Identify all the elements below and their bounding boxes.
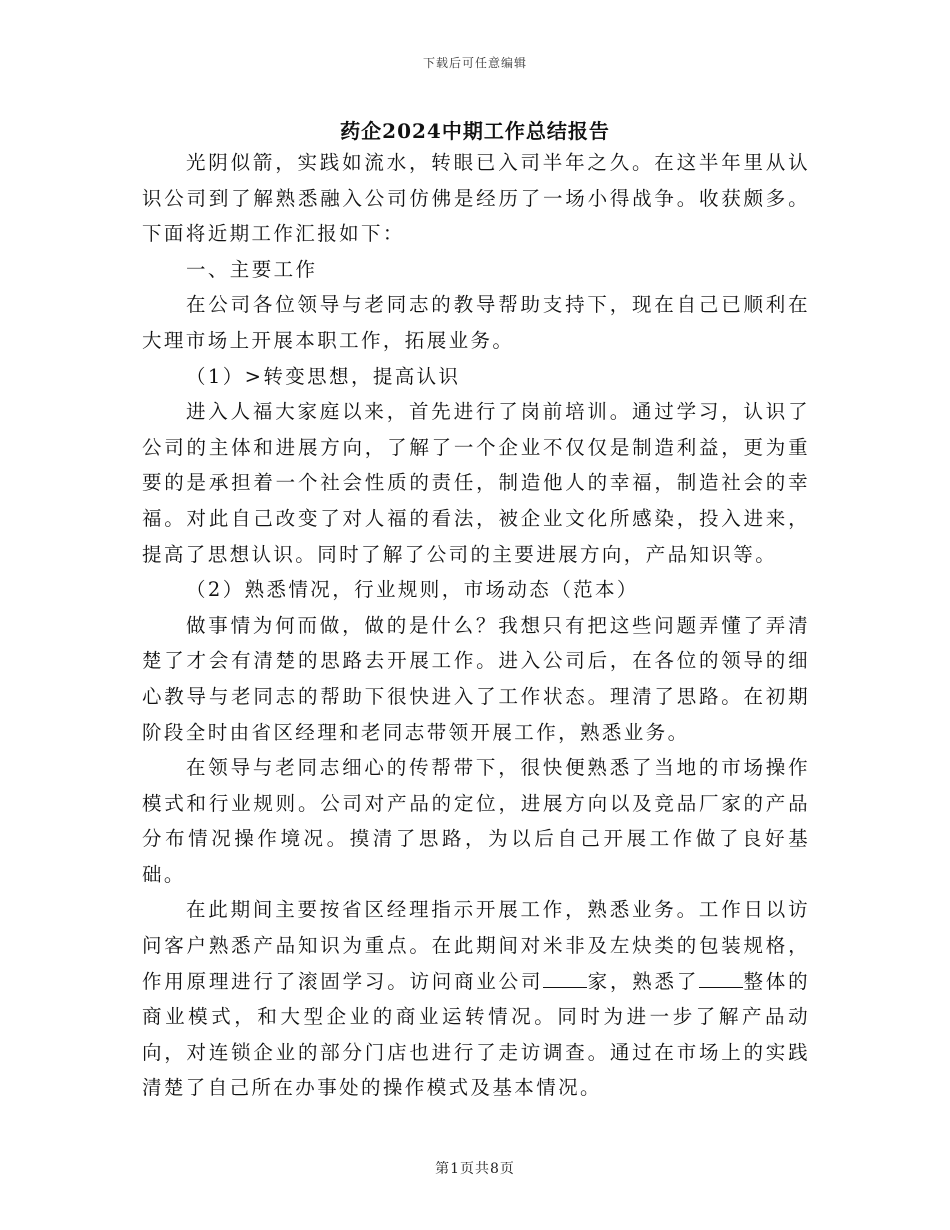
section-heading-main-work: 一、主要工作 [186,257,318,281]
header-note: 下载后可任意编辑 [422,56,527,70]
paragraph-training: 进入人福大家庭以来，首先进行了岗前培训。通过学习，认识了公司的主体和进展方向，了解了一个企业不仅仅是制造利益，更为重要的是承担着一个社会性质的责任，制造他人的幸福，制造社会的幸福。对此自己改变了对人福的看法，被企业文化所感染，投入进来，提高了思想认识。同时了解了公司的主要进展方向，产品知识等。 [142,400,810,566]
paragraph-mentoring: 在领导与老同志细心的传帮带下，很快便熟悉了当地的市场操作模式和行业规则。公司对产品的定位，进展方向以及竞品厂家的产品分布情况操作境况。摸清了思路，为以后自己开展工作做了良好基础。 [142,756,810,886]
paragraph-during-period-part1: 在此期间主要按省区经理指示开展工作，熟悉业务。工作日以访问客户熟悉产品知识为重点。在此期间对米非及左炔类的包装规格，作用原理进行了滚固学习。访问商业公司 [142,898,810,993]
document-title: 药企2024中期工作总结报告 [340,119,610,143]
paragraph-during-period [142,892,810,1106]
paragraph-during-period-part3: 整体的商业模式，和大型企业的商业运转情况。同时为进一步了解产品动向，对连锁企业的部分门店也进行了走访调查。通过在市场上的实践清楚了自己所在办事处的操作模式及基本情况。 [142,969,811,1100]
page-number-footer: 第1页共8页 [435,1161,515,1177]
blank-line [543,969,587,988]
blank-line [699,969,743,988]
subheading-change-thinking: （1）>转变思想，提高认识 [186,364,461,388]
paragraph-during-period-part2: 家，熟悉了 [587,969,700,993]
document-body [142,145,810,1106]
paragraph-intro: 光阴似箭，实践如流水，转眼已入司半年之久。在这半年里从认识公司到了解熟悉融入公司仿佛是经历了一场小得战争。收获颇多。下面将近期工作汇报如下： [142,151,810,246]
paragraph-main-work: 在公司各位领导与老同志的教导帮助支持下，现在自己已顺利在大理市场上开展本职工作，拓展业务。 [142,293,810,352]
paragraph-why-work: 做事情为何而做，做的是什么？我想只有把这些问题弄懂了弄清楚了才会有清楚的思路去开展工作。进入公司后，在各位的领导的细心教导与老同志的帮助下很快进入了工作状态。理清了思路。在初期阶段全时由省区经理和老同志带领开展工作，熟悉业务。 [142,613,810,744]
subheading-familiarize: （2）熟悉情况，行业规则，市场动态（范本） [186,578,639,602]
